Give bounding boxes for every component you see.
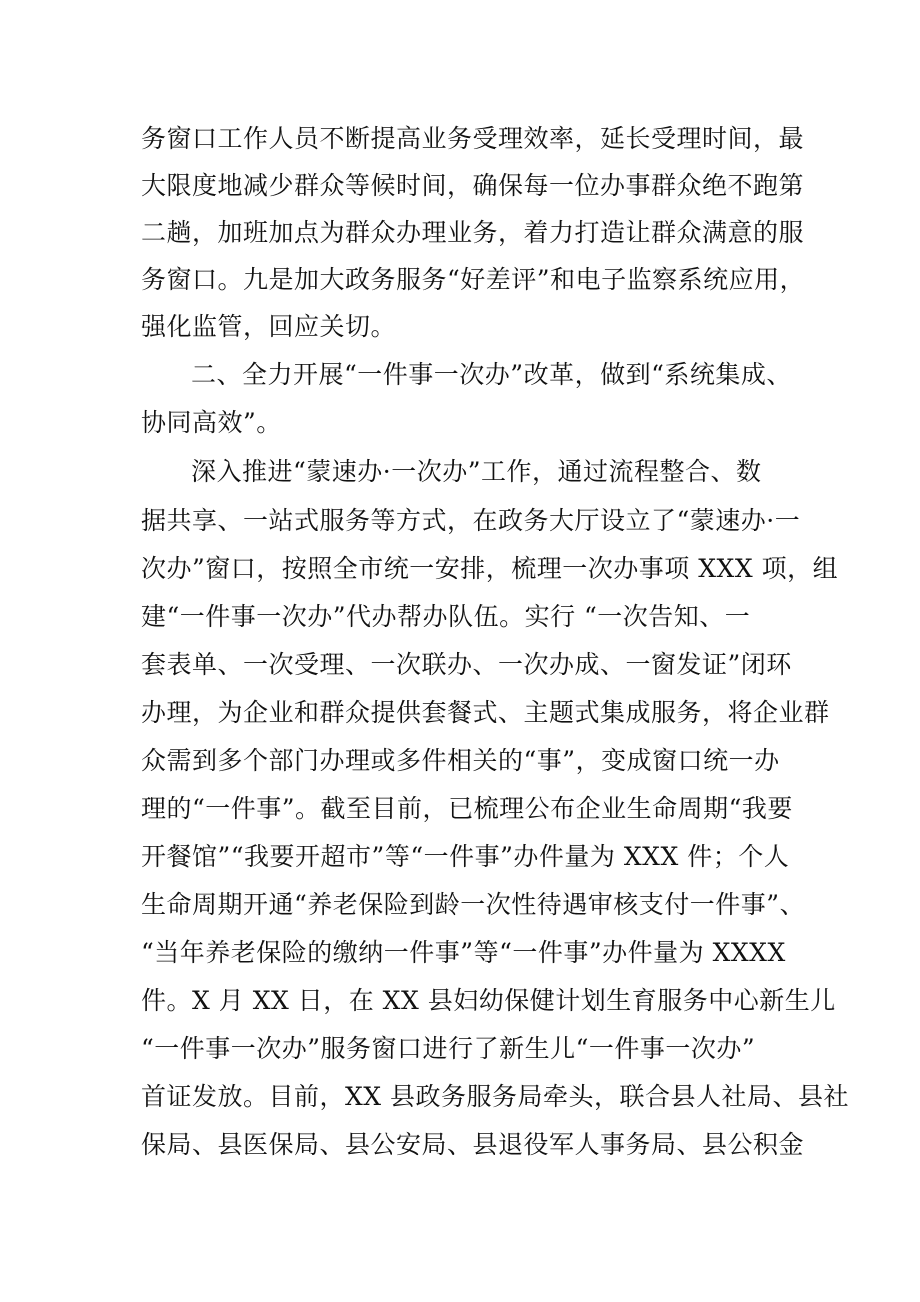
- text-line-10: 次办”窗口，按照全市统一安排，梳理一次办事项 XXX 项，组: [141, 554, 839, 583]
- text-line-3: 二趟，加班加点为群众办理业务，着力打造让群众满意的服: [141, 218, 805, 247]
- section-heading-line-2: 协同高效”。: [141, 408, 282, 437]
- text-line-18: “当年养老保险的缴纳一件事”等“一件事”办件量为 XXXX: [141, 938, 786, 967]
- text-line-2: 大限度地减少群众等候时间，确保每一位办事群众绝不跑第: [141, 171, 805, 200]
- text-line-22: 保局、县医保局、县公安局、县退役军人事务局、县公积金: [141, 1130, 805, 1159]
- text-line-5: 强化监管，回应关切。: [141, 312, 397, 341]
- text-line-19: 件。X 月 XX 日，在 XX 县妇幼保健计划生育服务中心新生儿: [141, 986, 836, 1015]
- text-line-14: 众需到多个部门办理或多件相关的“事”，变成窗口统一办: [141, 746, 780, 775]
- text-line-13: 办理，为企业和群众提供套餐式、主题式集成服务，将企业群: [141, 698, 830, 727]
- text-line-21: 首证发放。目前，XX 县政务服务局牵头，联合县人社局、县社: [141, 1082, 850, 1111]
- text-line-15: 理的“一件事”。截至目前，已梳理公布企业生命周期“我要: [141, 794, 793, 823]
- text-line-20: “一件事一次办”服务窗口进行了新生儿“一件事一次办”: [141, 1034, 756, 1063]
- text-line-1: 务窗口工作人员不断提高业务受理效率，延长受理时间，最: [141, 124, 805, 153]
- text-line-4: 务窗口。九是加大政务服务“好差评”和电子监察系统应用，: [141, 265, 806, 294]
- text-line-8: 深入推进“蒙速办·一次办”工作，通过流程整合、数: [191, 457, 762, 486]
- text-line-17: 生命周期开通“养老保险到龄一次性待遇审核支付一件事”、: [141, 890, 806, 919]
- text-line-12: 套表单、一次受理、一次联办、一次办成、一窗发证”闭环: [141, 650, 792, 679]
- text-line-11: 建“一件事一次办”代办帮办队伍。实行 “一次告知、一: [141, 602, 751, 631]
- text-line-9: 据共享、一站式服务等方式，在政务大厅设立了“蒙速办·一: [141, 506, 801, 535]
- section-heading-line-1: 二、全力开展“一件事一次办”改革，做到“系统集成、: [191, 360, 792, 389]
- text-line-16: 开餐馆”“我要开超市”等“一件事”办件量为 XXX 件；个人: [141, 842, 790, 871]
